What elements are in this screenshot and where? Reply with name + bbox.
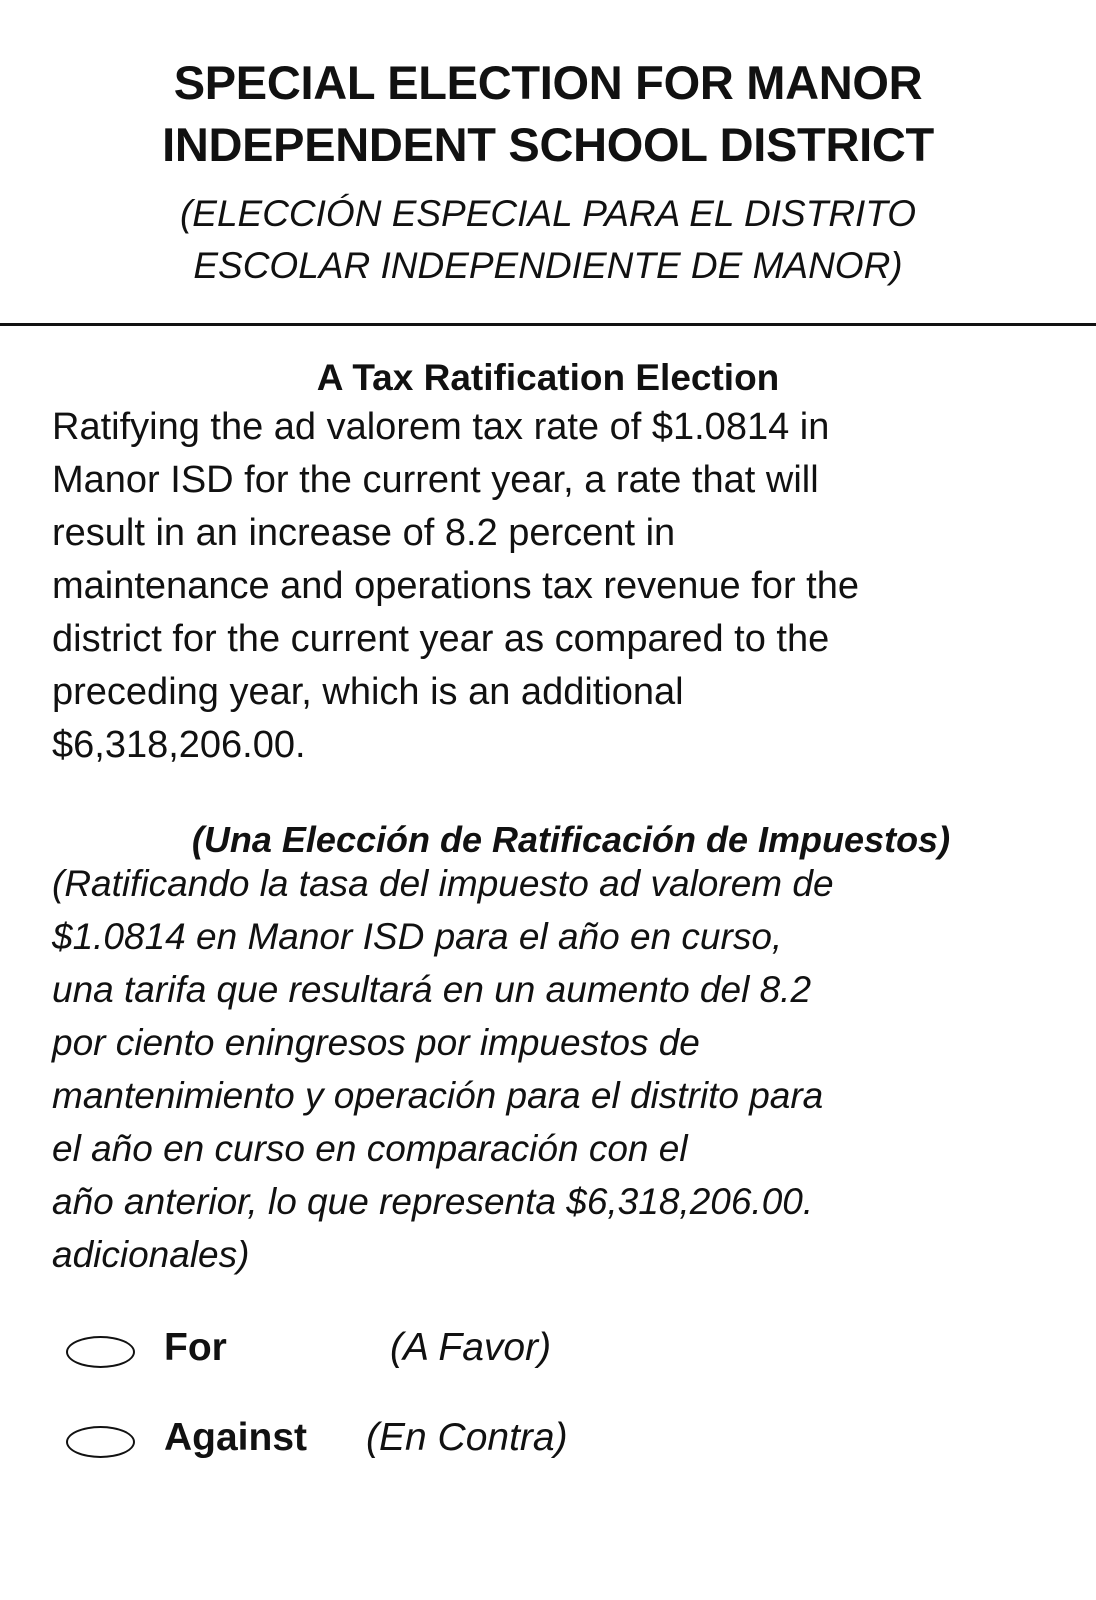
for-label-spanish: (A Favor) — [390, 1326, 552, 1369]
spanish-text-line: por ciento eningresos por impuestos de — [52, 1022, 700, 1063]
english-text-line: Ratifying the ad valorem tax rate of $1.0814 in — [52, 406, 830, 448]
ballot-title-line-1: SPECIAL ELECTION FOR MANOR — [173, 56, 923, 109]
vote-option-for[interactable] — [66, 1326, 766, 1370]
against-label-spanish: (En Contra) — [366, 1416, 568, 1459]
spanish-text-line: (Ratificando la tasa del impuesto ad valorem de — [52, 863, 834, 904]
spanish-text-line: el año en curso en comparación con el — [52, 1128, 688, 1169]
spanish-text-line: año anterior, lo que representa $6,318,206.00. — [52, 1181, 814, 1222]
spanish-text-line: adicionales) — [52, 1234, 250, 1275]
ballot-subtitle-line-1: (ELECCIÓN ESPECIAL PARA EL DISTRITO — [179, 193, 917, 234]
spanish-proposition-text — [52, 857, 1072, 1281]
header-divider — [0, 323, 1096, 326]
english-proposition-heading: A Tax Ratification Election — [316, 357, 780, 398]
ballot-header — [0, 52, 1096, 292]
spanish-text-line: una tarifa que resultará en un aumento del 8.2 — [52, 969, 812, 1010]
against-label: Against — [164, 1416, 308, 1459]
english-proposition-text — [52, 401, 1072, 772]
vote-option-against[interactable] — [66, 1416, 766, 1460]
for-label: For — [164, 1326, 227, 1369]
for-vote-oval[interactable] — [66, 1336, 135, 1368]
english-text-line: preceding year, which is an additional — [52, 671, 684, 713]
spanish-proposition-heading: (Una Elección de Ratificación de Impuestos) — [191, 819, 951, 860]
english-text-line: maintenance and operations tax revenue for the — [52, 565, 859, 607]
ballot-title-line-2: INDEPENDENT SCHOOL DISTRICT — [162, 118, 934, 171]
against-vote-oval[interactable] — [66, 1426, 135, 1458]
english-text-line: district for the current year as compared to the — [52, 618, 830, 660]
spanish-text-line: $1.0814 en Manor ISD para el año en curso, — [52, 916, 783, 957]
english-text-line: result in an increase of 8.2 percent in — [52, 512, 676, 554]
ballot-subtitle-line-2: ESCOLAR INDEPENDIENTE DE MANOR) — [193, 245, 903, 286]
spanish-text-line: mantenimiento y operación para el distrito para — [52, 1075, 824, 1116]
english-text-line: $6,318,206.00. — [52, 724, 306, 766]
english-text-line: Manor ISD for the current year, a rate that will — [52, 459, 819, 501]
